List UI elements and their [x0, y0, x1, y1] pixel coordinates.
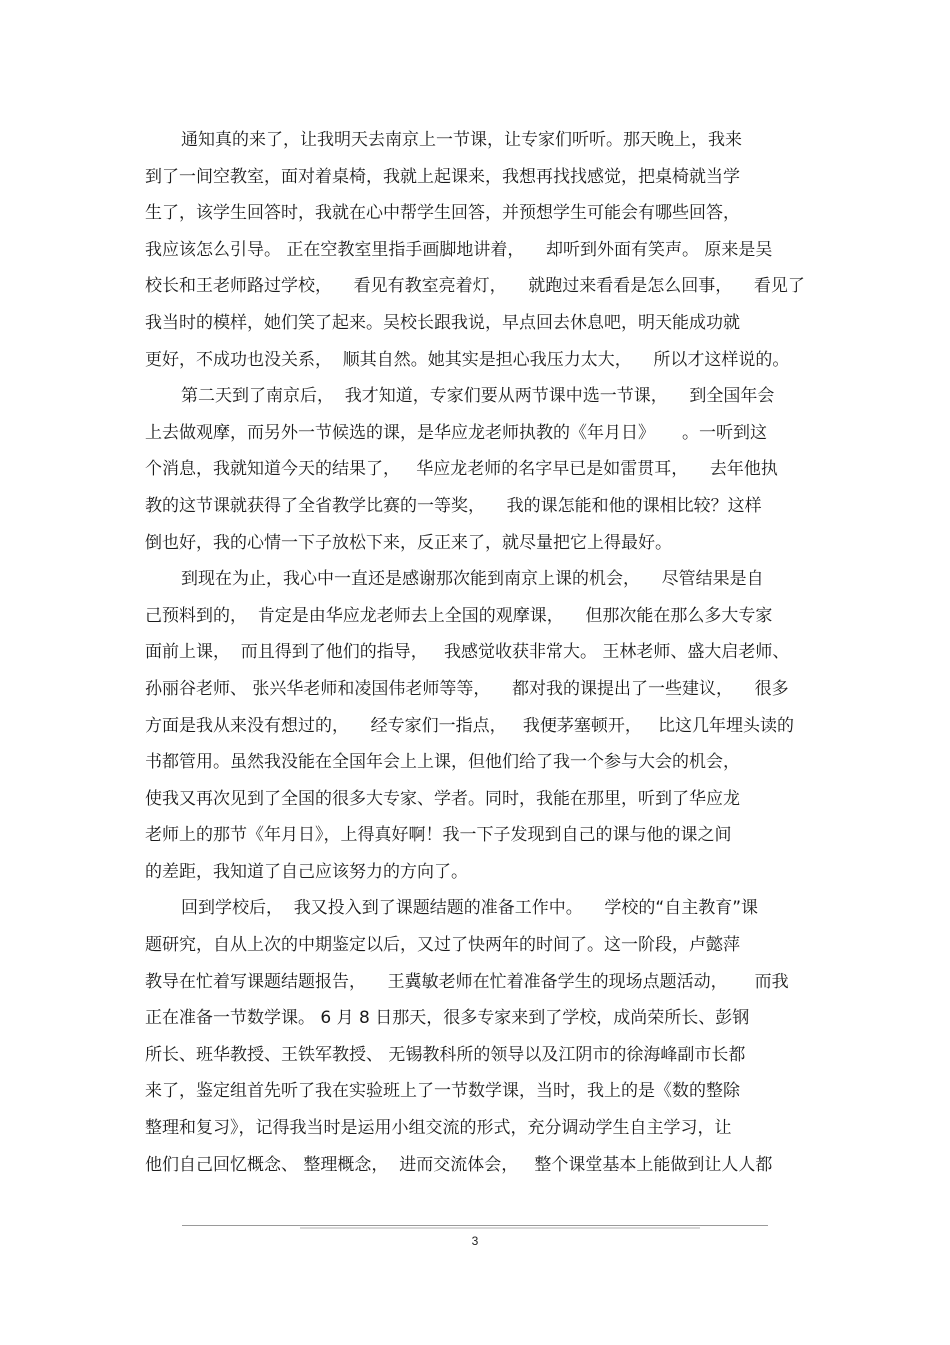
- text-line: 面前上课， 而且得到了他们的指导， 我感觉收获非常大。 王林老师、盛大启老师、: [145, 642, 790, 663]
- text-line: 个消息，我就知道今天的结果了， 华应龙老师的名字早已是如雷贯耳， 去年他执: [145, 459, 778, 480]
- text-line: 教导在忙着写课题结题报告， 王冀敏老师在忙着准备学生的现场点题活动， 而我: [145, 971, 789, 992]
- footer-divider: [182, 1225, 768, 1226]
- text-line: 整理和复习》，记得我当时是运用小组交流的形式，充分调动学生自主学习，让: [145, 1118, 732, 1139]
- text-line: 到了一间空教室，面对着桌椅，我就上起课来，我想再找找感觉，把桌椅就当学: [145, 166, 740, 187]
- text-line: 的差距，我知道了自己应该努力的方向了。: [145, 861, 468, 882]
- text-line: 他们自己回忆概念、 整理概念， 进而交流体会， 整个课堂基本上能做到让人人都: [145, 1154, 773, 1175]
- text-line: 倒也好，我的心情一下子放松下来，反正来了，就尽量把它上得最好。: [145, 532, 672, 553]
- text-line: 上去做观摩，而另外一节候选的课，是华应龙老师执教的《年月日》 。一听到这: [145, 422, 768, 443]
- text-line: 我应该怎么引导。 正在空教室里指手画脚地讲着， 却听到外面有笑声。 原来是吴: [145, 239, 773, 260]
- text-line: 所长、班华教授、王铁军教授、 无锡教科所的领导以及江阴市的徐海峰副市长都: [145, 1044, 746, 1065]
- text-line: 通知真的来了，让我明天去南京上一节课，让专家们听听。那天晚上，我来: [181, 130, 742, 150]
- text-line: 第二天到了南京后， 我才知道，专家们要从两节课中选一节课， 到全国年会: [181, 386, 775, 407]
- text-line: 方面是我从来没有想过的， 经专家们一指点， 我便茅塞顿开， 比这几年埋头读的: [145, 715, 795, 736]
- text-line: 回到学校后， 我又投入到了课题结题的准备工作中。 学校的“自主教育”课: [181, 898, 759, 919]
- text-line: 己预料到的， 肯定是由华应龙老师去上全国的观摩课， 但那次能在那么多大专家: [145, 605, 773, 626]
- text-line: 题研究，自从上次的中期鉴定以后，又过了快两年的时间了。这一阶段，卢懿萍: [145, 935, 740, 956]
- text-line: 到现在为止，我心中一直还是感谢那次能到南京上课的机会， 尽管结果是自: [181, 569, 764, 590]
- text-line: 老师上的那节《年月日》，上得真好啊！我一下子发现到自己的课与他的课之间: [145, 825, 732, 846]
- text-line: 使我又再次见到了全国的很多大专家、学者。同时，我能在那里，听到了华应龙: [145, 788, 740, 809]
- text-line: 书都管用。虽然我没能在全国年会上上课，但他们给了我一个参与大会的机会，: [145, 752, 740, 773]
- text-line: 孙丽谷老师、 张兴华老师和凌国伟老师等等， 都对我的课提出了一些建议， 很多: [145, 678, 789, 699]
- text-line: 教的这节课就获得了全省教学比赛的一等奖， 我的课怎能和他的课相比较？这样: [145, 495, 762, 516]
- text-line: 来了，鉴定组首先听了我在实验班上了一节数学课，当时，我上的是《数的整除: [145, 1081, 740, 1102]
- text-line: 正在准备一节数学课。 6 月 8 日那天，很多专家来到了学校，成尚荣所长、彭钢: [145, 1008, 750, 1029]
- text-line: 校长和王老师路过学校， 看见有教室亮着灯， 就跑过来看看是怎么回事， 看见了: [145, 276, 805, 297]
- text-line: 更好，不成功也没关系， 顺其自然。她其实是担心我压力太大， 所以才这样说的。: [145, 349, 790, 370]
- footer-divider-shadow: [300, 1227, 700, 1229]
- text-line: 我当时的模样，她们笑了起来。吴校长跟我说，早点回去休息吧，明天能成功就: [145, 312, 740, 333]
- body-text: [145, 122, 810, 1183]
- text-line: 生了，该学生回答时，我就在心中帮学生回答，并预想学生可能会有哪些回答，: [145, 203, 740, 224]
- page-number: 3: [471, 1234, 479, 1248]
